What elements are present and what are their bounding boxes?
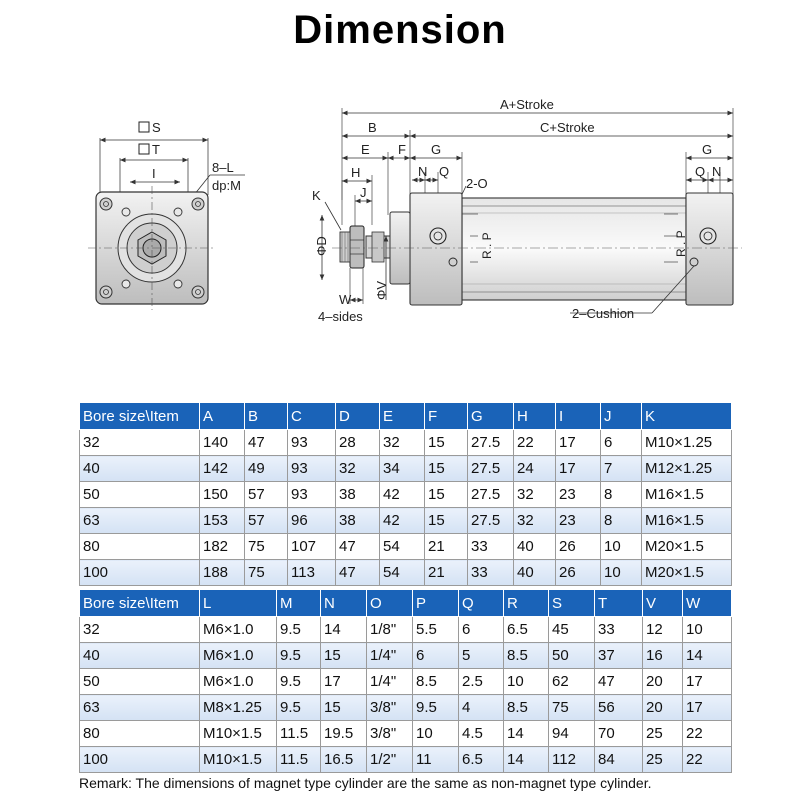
table-cell: 153	[200, 508, 245, 534]
table-row	[80, 721, 732, 747]
table-cell: 22	[683, 747, 732, 773]
table-cell: 8.5	[413, 669, 459, 695]
table-cell: 16.5	[321, 747, 367, 773]
table-cell: 33	[468, 534, 514, 560]
remark-note: Remark: The dimensions of magnet type cylinder are the same as non-magnet type cylinder.	[79, 775, 652, 791]
table-cell: 10	[413, 721, 459, 747]
table-cell: 17	[321, 669, 367, 695]
table-cell: 23	[556, 482, 601, 508]
table-cell: 84	[595, 747, 643, 773]
table-cell: 32	[80, 430, 200, 456]
table-cell: M6×1.0	[200, 617, 277, 643]
table-cell: M20×1.5	[642, 534, 732, 560]
page-title: Dimension	[293, 8, 507, 52]
table-cell: 6	[459, 617, 504, 643]
column-header: S	[549, 590, 595, 617]
table-cell: 9.5	[277, 669, 321, 695]
table-cell: 8.5	[504, 643, 549, 669]
table-cell: 5.5	[413, 617, 459, 643]
table-cell: 38	[336, 482, 380, 508]
table-cell: 20	[643, 669, 683, 695]
dim-w-label: W	[339, 292, 352, 307]
column-header: B	[245, 403, 288, 430]
table-cell: 112	[549, 747, 595, 773]
table-cell: M8×1.25	[200, 695, 277, 721]
table-cell: 100	[80, 560, 200, 586]
table-cell: 22	[514, 430, 556, 456]
table-cell: 4.5	[459, 721, 504, 747]
table-row	[80, 508, 732, 534]
table-cell: M16×1.5	[642, 508, 732, 534]
dim-g-right-label: G	[702, 142, 713, 157]
table-cell: 14	[504, 721, 549, 747]
column-header: N	[321, 590, 367, 617]
table-cell: 80	[80, 721, 200, 747]
table-cell: 9.5	[277, 695, 321, 721]
column-header: I	[556, 403, 601, 430]
table-cell: 14	[321, 617, 367, 643]
table-cell: 4	[459, 695, 504, 721]
table-cell: 1/8"	[367, 617, 413, 643]
table-cell: 15	[321, 643, 367, 669]
table-cell: 1/4"	[367, 669, 413, 695]
table-cell: 27.5	[468, 508, 514, 534]
table-cell: 20	[643, 695, 683, 721]
table-cell: 63	[80, 508, 200, 534]
table-cell: 6.5	[459, 747, 504, 773]
table-cell: 107	[288, 534, 336, 560]
table-cell: 47	[595, 669, 643, 695]
table-cell: 28	[336, 430, 380, 456]
column-header: W	[683, 590, 732, 617]
table-cell: M20×1.5	[642, 560, 732, 586]
table-cell: 11.5	[277, 747, 321, 773]
dim-s-label: S	[152, 120, 161, 135]
table-cell: 32	[514, 482, 556, 508]
column-header: K	[642, 403, 732, 430]
side-view	[312, 97, 742, 324]
column-header: E	[380, 403, 425, 430]
table-row	[80, 695, 732, 721]
column-header: H	[514, 403, 556, 430]
table-cell: M6×1.0	[200, 643, 277, 669]
table-cell: 47	[336, 560, 380, 586]
table-cell: 49	[245, 456, 288, 482]
table-row	[80, 617, 732, 643]
table-cell: 75	[245, 534, 288, 560]
table-cell: 17	[683, 669, 732, 695]
column-header: O	[367, 590, 413, 617]
table-cell: 6	[413, 643, 459, 669]
table-cell: 54	[380, 560, 425, 586]
table-row	[80, 534, 732, 560]
table-header-row	[80, 590, 732, 617]
dimension-table-1	[79, 402, 732, 586]
table-cell: 8	[601, 482, 642, 508]
table-cell: 57	[245, 508, 288, 534]
table-cell: M10×1.5	[200, 747, 277, 773]
table-cell: 80	[80, 534, 200, 560]
dim-a-stroke-label: A+Stroke	[500, 97, 554, 112]
table-cell: 34	[380, 456, 425, 482]
table-cell: 75	[245, 560, 288, 586]
table-cell: 15	[425, 482, 468, 508]
table-cell: 50	[80, 669, 200, 695]
table-cell: 40	[514, 560, 556, 586]
table-cell: 40	[80, 643, 200, 669]
table-cell: 93	[288, 456, 336, 482]
dimension-table-2	[79, 589, 732, 773]
table-cell: 56	[595, 695, 643, 721]
table-cell: 96	[288, 508, 336, 534]
dim-c-stroke-label: C+Stroke	[540, 120, 595, 135]
table-cell: 32	[80, 617, 200, 643]
table-row	[80, 482, 732, 508]
column-header: D	[336, 403, 380, 430]
table-cell: 14	[683, 643, 732, 669]
table-cell: 17	[556, 456, 601, 482]
table-cell: 188	[200, 560, 245, 586]
table-cell: 40	[514, 534, 556, 560]
table-cell: M12×1.25	[642, 456, 732, 482]
cushion-label: 2–Cushion	[572, 306, 635, 321]
dim-g-left-label: G	[431, 142, 442, 157]
table-cell: 16	[643, 643, 683, 669]
table-row	[80, 643, 732, 669]
table-cell: 10	[601, 560, 642, 586]
dim-h-label: H	[351, 165, 361, 180]
column-header: M	[277, 590, 321, 617]
table-cell: 8.5	[504, 695, 549, 721]
dim-k-label: K	[312, 188, 321, 203]
column-header: G	[468, 403, 514, 430]
table-cell: 93	[288, 482, 336, 508]
table-cell: 140	[200, 430, 245, 456]
table-cell: 33	[468, 560, 514, 586]
table-cell: 37	[595, 643, 643, 669]
port-o-label: 2-O	[466, 176, 488, 191]
column-header: A	[200, 403, 245, 430]
table-cell: 62	[549, 669, 595, 695]
table-cell: 9.5	[413, 695, 459, 721]
table-cell: 12	[643, 617, 683, 643]
dim-t-label: T	[152, 142, 160, 157]
table-cell: 17	[556, 430, 601, 456]
table-cell: 23	[556, 508, 601, 534]
table-cell: 21	[425, 560, 468, 586]
table-cell: 27.5	[468, 456, 514, 482]
table-cell: 8	[601, 508, 642, 534]
table-cell: 42	[380, 482, 425, 508]
table-cell: 93	[288, 430, 336, 456]
table-cell: 11.5	[277, 721, 321, 747]
table-cell: 94	[549, 721, 595, 747]
table-cell: 25	[643, 747, 683, 773]
table-cell: 50	[80, 482, 200, 508]
table-cell: 3/8"	[367, 695, 413, 721]
table-cell: 24	[514, 456, 556, 482]
depth-label: dp:M	[212, 178, 241, 193]
table-cell: 17	[683, 695, 732, 721]
table-cell: 27.5	[468, 482, 514, 508]
dim-i-label: I	[152, 166, 156, 181]
table-row	[80, 560, 732, 586]
table-cell: 26	[556, 534, 601, 560]
table-cell: 19.5	[321, 721, 367, 747]
table-row	[80, 669, 732, 695]
dim-f-label: F	[398, 142, 406, 157]
column-header: R	[504, 590, 549, 617]
dim-n-right-label: N	[712, 164, 722, 179]
table-cell: 32	[336, 456, 380, 482]
table-cell: 10	[683, 617, 732, 643]
table-cell: 47	[245, 430, 288, 456]
table-cell: 50	[549, 643, 595, 669]
dim-e-label: E	[361, 142, 370, 157]
table-cell: 63	[80, 695, 200, 721]
dim-r-p-left-label: R . P	[480, 232, 494, 259]
table-cell: 6	[601, 430, 642, 456]
table-cell: 57	[245, 482, 288, 508]
table-cell: 26	[556, 560, 601, 586]
column-header: Q	[459, 590, 504, 617]
table-cell: 15	[425, 508, 468, 534]
table-cell: M16×1.5	[642, 482, 732, 508]
table-cell: 54	[380, 534, 425, 560]
dim-j-label: J	[360, 185, 367, 200]
table-row	[80, 747, 732, 773]
table-cell: 3/8"	[367, 721, 413, 747]
table-cell: M10×1.25	[642, 430, 732, 456]
column-header: J	[601, 403, 642, 430]
table-cell: 25	[643, 721, 683, 747]
column-header: C	[288, 403, 336, 430]
table-row	[80, 456, 732, 482]
column-header: Bore size\Item	[80, 590, 200, 617]
table-cell: 33	[595, 617, 643, 643]
table-row	[80, 430, 732, 456]
four-sides-label: 4–sides	[318, 309, 363, 324]
table-cell: 6.5	[504, 617, 549, 643]
dim-b-label: B	[368, 120, 377, 135]
dim-phi-v-label: ΦV	[374, 280, 389, 300]
table-cell: 42	[380, 508, 425, 534]
table-cell: 1/2"	[367, 747, 413, 773]
table-cell: 1/4"	[367, 643, 413, 669]
table-cell: 150	[200, 482, 245, 508]
table-cell: 70	[595, 721, 643, 747]
table-cell: 14	[504, 747, 549, 773]
table-cell: 32	[380, 430, 425, 456]
table-cell: 22	[683, 721, 732, 747]
table-cell: 15	[321, 695, 367, 721]
dim-phi-d-label: ΦD	[314, 236, 329, 256]
column-header: P	[413, 590, 459, 617]
table-cell: 9.5	[277, 643, 321, 669]
table-cell: 15	[425, 456, 468, 482]
table-cell: 27.5	[468, 430, 514, 456]
column-header: F	[425, 403, 468, 430]
table-cell: 142	[200, 456, 245, 482]
table-cell: 182	[200, 534, 245, 560]
column-header: Bore size\Item	[80, 403, 200, 430]
dim-r-p-right-label: R . P	[674, 230, 688, 257]
column-header: T	[595, 590, 643, 617]
table-cell: 45	[549, 617, 595, 643]
table-cell: 10	[504, 669, 549, 695]
table-cell: 40	[80, 456, 200, 482]
thread-label: 8–L	[212, 160, 234, 175]
table-cell: 38	[336, 508, 380, 534]
table-cell: 75	[549, 695, 595, 721]
column-header: V	[643, 590, 683, 617]
table-cell: 2.5	[459, 669, 504, 695]
table-cell: 15	[425, 430, 468, 456]
table-cell: 100	[80, 747, 200, 773]
table-cell: 47	[336, 534, 380, 560]
front-view	[88, 120, 245, 310]
column-header: L	[200, 590, 277, 617]
dim-n-left-label: N	[418, 164, 428, 179]
table-cell: 7	[601, 456, 642, 482]
table-cell: M6×1.0	[200, 669, 277, 695]
table-cell: 11	[413, 747, 459, 773]
dim-q-left-label: Q	[439, 164, 450, 179]
table-cell: 32	[514, 508, 556, 534]
table-cell: 9.5	[277, 617, 321, 643]
dim-q-right-label: Q	[695, 164, 706, 179]
table-cell: 21	[425, 534, 468, 560]
table-cell: 5	[459, 643, 504, 669]
table-cell: 10	[601, 534, 642, 560]
table-cell: M10×1.5	[200, 721, 277, 747]
table-header-row	[80, 403, 732, 430]
table-cell: 113	[288, 560, 336, 586]
